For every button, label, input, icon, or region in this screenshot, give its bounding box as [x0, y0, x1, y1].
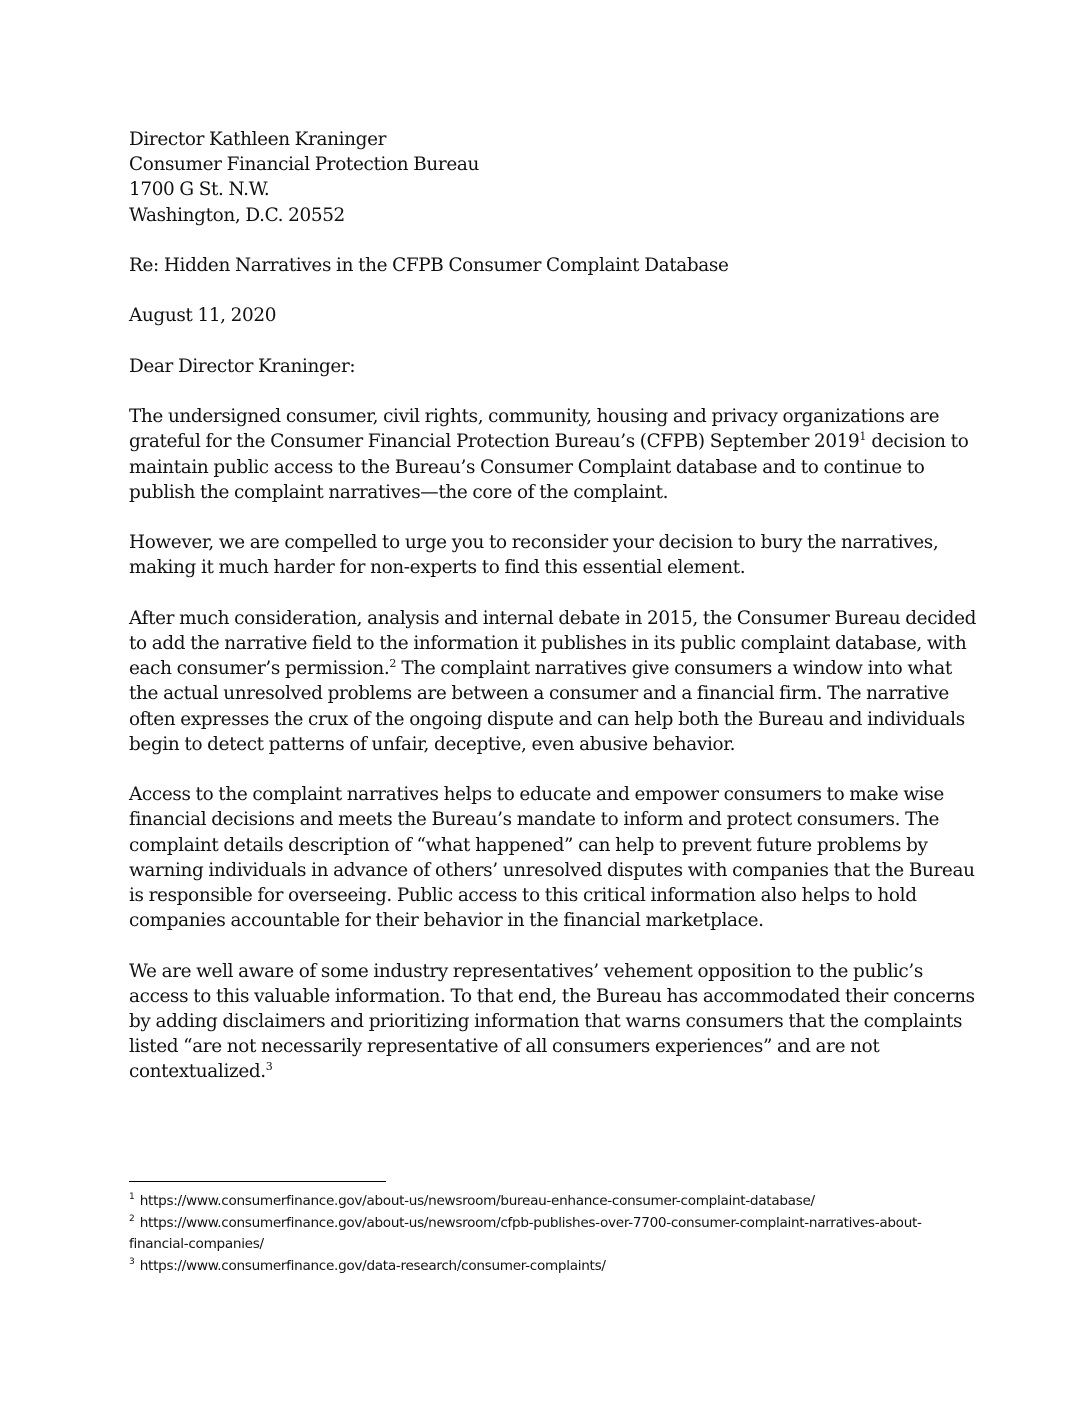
recipient-address: [129, 127, 979, 228]
paragraph-3-text-b: The complaint narratives give consumers a window into what the actual unresolved problems are between a consumer and a financial firm. The narrative often expresses the crux of the ongoing dispute and can help both the Bureau and individuals begin to detect patterns of unfair, deceptive, even abusive behavior.: [129, 658, 965, 755]
address-line-street: 1700 G St. N.W.: [129, 179, 270, 201]
address-line-name: Director Kathleen Kraninger: [129, 129, 387, 150]
letter-date: August 11, 2020: [129, 305, 277, 327]
footnote-number: 3: [129, 1256, 135, 1267]
salutation: Dear Director Kraninger:: [129, 355, 356, 377]
footnote-number: 1: [129, 1192, 135, 1203]
paragraph-3: [129, 606, 979, 757]
footnote-number: 2: [129, 1213, 135, 1224]
footnote-ref-2: 2: [389, 657, 397, 671]
paragraph-3-text-a: After much consideration, analysis and internal debate in 2015, the Consumer Bureau decided to add the narrative field to the information it publishes in its public complaint database, with each consumer’s permission.: [129, 607, 977, 680]
footnote-3: [129, 1256, 949, 1278]
address-line-city: Washington, D.C. 20552: [129, 204, 345, 226]
footnote-link[interactable]: https://www.consumerfinance.gov/data-research/consumer-complaints/: [139, 1257, 606, 1274]
footnote-2: [129, 1213, 949, 1256]
footnote-link[interactable]: https://www.consumerfinance.gov/about-us/newsroom/bureau-enhance-consumer-complaint-database/: [139, 1193, 815, 1209]
footnotes: [129, 1191, 949, 1277]
paragraph-1-text-a: The undersigned consumer, civil rights, community, housing and privacy organizations are grateful for the Consumer Financial Protection Bureau’s (CFPB) September 2019: [129, 406, 940, 453]
address-line-agency: Consumer Financial Protection Bureau: [129, 154, 479, 176]
paragraph-1-text-b: decision to maintain public access to the Bureau’s Consumer Complaint database and to continue to publish the complaint narratives—the core of the complaint.: [129, 431, 969, 503]
footnote-divider: [129, 1181, 386, 1182]
paragraph-5: [129, 959, 979, 1085]
paragraph-1: [129, 404, 979, 505]
footnote-1: [129, 1191, 949, 1213]
footnote-link[interactable]: https://www.consumerfinance.gov/about-us/newsroom/cfpb-publishes-over-7700-consumer-complaint-narratives-about-financial-companies/: [129, 1214, 922, 1252]
subject-line: Re: Hidden Narratives in the CFPB Consumer Complaint Database: [129, 255, 729, 276]
footnote-ref-1: 1: [859, 430, 867, 444]
letter-body: [129, 127, 979, 1110]
footnote-ref-3: 3: [265, 1060, 273, 1074]
paragraph-5-text: We are well aware of some industry representatives’ vehement opposition to the public’s access to this valuable information. To that end, the Bureau has accommodated their concerns by adding disclaimers and prioritizing information that warns consumers that the complaints listed “are not necessarily representative of all consumers experiences” and are not contextualized.: [129, 960, 975, 1083]
paragraph-4: Access to the complaint narratives helps to educate and empower consumers to make wise financial decisions and meets the Bureau’s mandate to inform and protect consumers. The complaint details description of “what happened” can help to prevent future problems by warning individuals in advance of others’ unresolved disputes with companies that the Bureau is responsible for overseeing. Public access to this critical information also helps to hold companies accountable for their behavior in the financial marketplace.: [129, 784, 975, 932]
paragraph-2: However, we are compelled to urge you to reconsider your decision to bury the narratives, making it much harder for non-experts to find this essential element.: [129, 532, 939, 579]
